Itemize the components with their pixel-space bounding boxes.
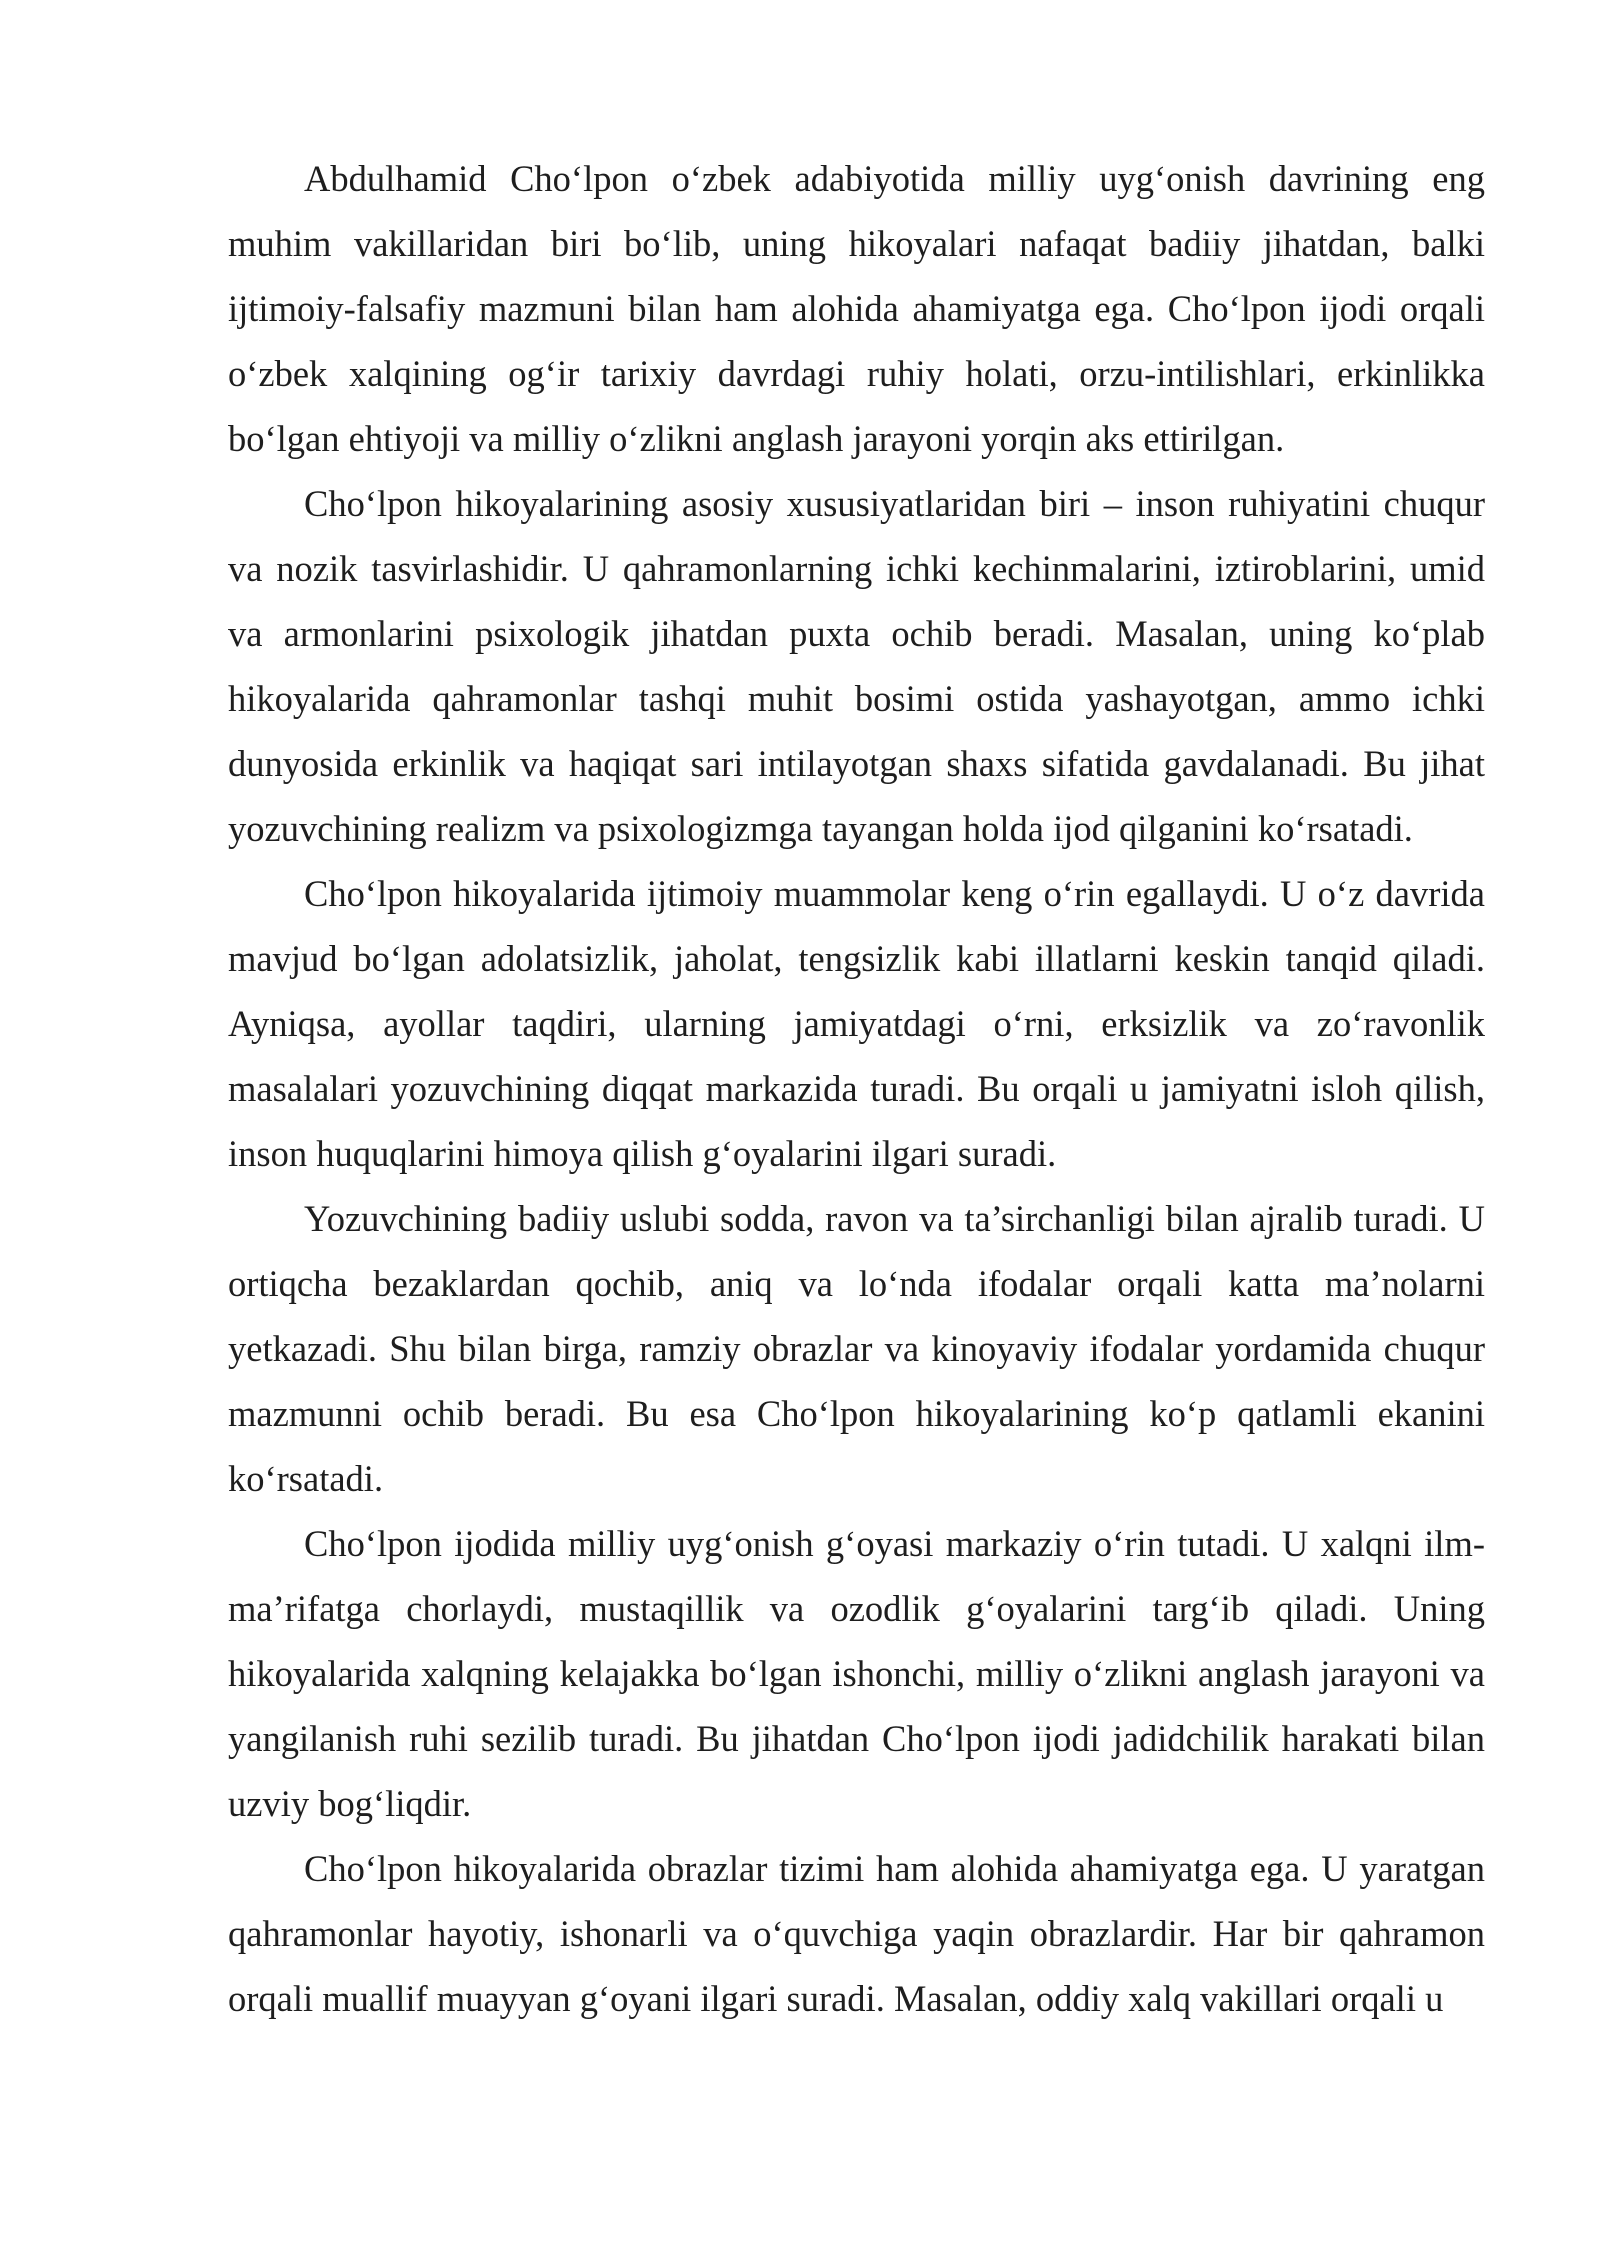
paragraph-4: Yozuvchining badiiy uslubi sodda, ravon va ta’sirchanligi bilan ajralib turadi. U ortiqcha bezaklardan qochib, aniq va lo‘nda ifodalar orqali katta ma’nolarni yetkazadi. Shu bilan birga, ramziy obrazlar va kinoyaviy ifodalar yordamida chuqur mazmunni ochib beradi. Bu esa Cho‘lpon hikoyalarining ko‘p qatlamli ekanini ko‘rsatadi. — [228, 1198, 1485, 1499]
paragraph-2: Cho‘lpon hikoyalarining asosiy xususiyatlaridan biri – inson ruhiyatini chuqur va nozik tasvirlashidir. U qahramonlarning ichki kechinmalarini, iztiroblarini, umid va armonlarini psixologik jihatdan puxta ochib beradi. Masalan, uning ko‘plab hikoyalarida qahramonlar tashqi muhit bosimi ostida yashayotgan, ammo ichki dunyosida erkinlik va haqiqat sari intilayotgan shaxs sifatida gavdalanadi. Bu jihat yozuvchining realizm va psixologizmga tayangan holda ijod qilganini ko‘rsatadi. — [228, 483, 1485, 849]
paragraph-5: Cho‘lpon ijodida milliy uyg‘onish g‘oyasi markaziy o‘rin tutadi. U xalqni ilm-ma’rifatga chorlaydi, mustaqillik va ozodlik g‘oyalarini targ‘ib qiladi. Uning hikoyalarida xalqning kelajakka bo‘lgan ishonchi, milliy o‘zlikni anglash jarayoni va yangilanish ruhi sezilib turadi. Bu jihatdan Cho‘lpon ijodi jadidchilik harakati bilan uzviy bog‘liqdir. — [228, 1523, 1485, 1824]
paragraph-1: Abdulhamid Cho‘lpon o‘zbek adabiyotida milliy uyg‘onish davrining eng muhim vakillaridan biri bo‘lib, uning hikoyalari nafaqat badiiy jihatdan, balki ijtimoiy-falsafiy mazmuni bilan ham alohida ahamiyatga ega. Cho‘lpon ijodi orqali o‘zbek xalqining og‘ir tarixiy davrdagi ruhiy holati, orzu-intilishlari, erkinlikka bo‘lgan ehtiyoji va milliy o‘zlikni anglash jarayoni yorqin aks ettirilgan. — [228, 158, 1485, 459]
document-body — [228, 146, 1485, 2031]
paragraph-6: Cho‘lpon hikoyalarida obrazlar tizimi ham alohida ahamiyatga ega. U yaratgan qahramonlar hayotiy, ishonarli va o‘quvchiga yaqin obrazlardir. Har bir qahramon orqali muallif muayyan g‘oyani ilgari suradi. Masalan, oddiy xalq vakillari orqali u — [228, 1848, 1485, 2019]
paragraph-3: Cho‘lpon hikoyalarida ijtimoiy muammolar keng o‘rin egallaydi. U o‘z davrida mavjud bo‘lgan adolatsizlik, jaholat, tengsizlik kabi illatlarni keskin tanqid qiladi. Ayniqsa, ayollar taqdiri, ularning jamiyatdagi o‘rni, erksizlik va zo‘ravonlik masalalari yozuvchining diqqat markazida turadi. Bu orqali u jamiyatni isloh qilish, inson huquqlarini himoya qilish g‘oyalarini ilgari suradi. — [228, 873, 1485, 1174]
